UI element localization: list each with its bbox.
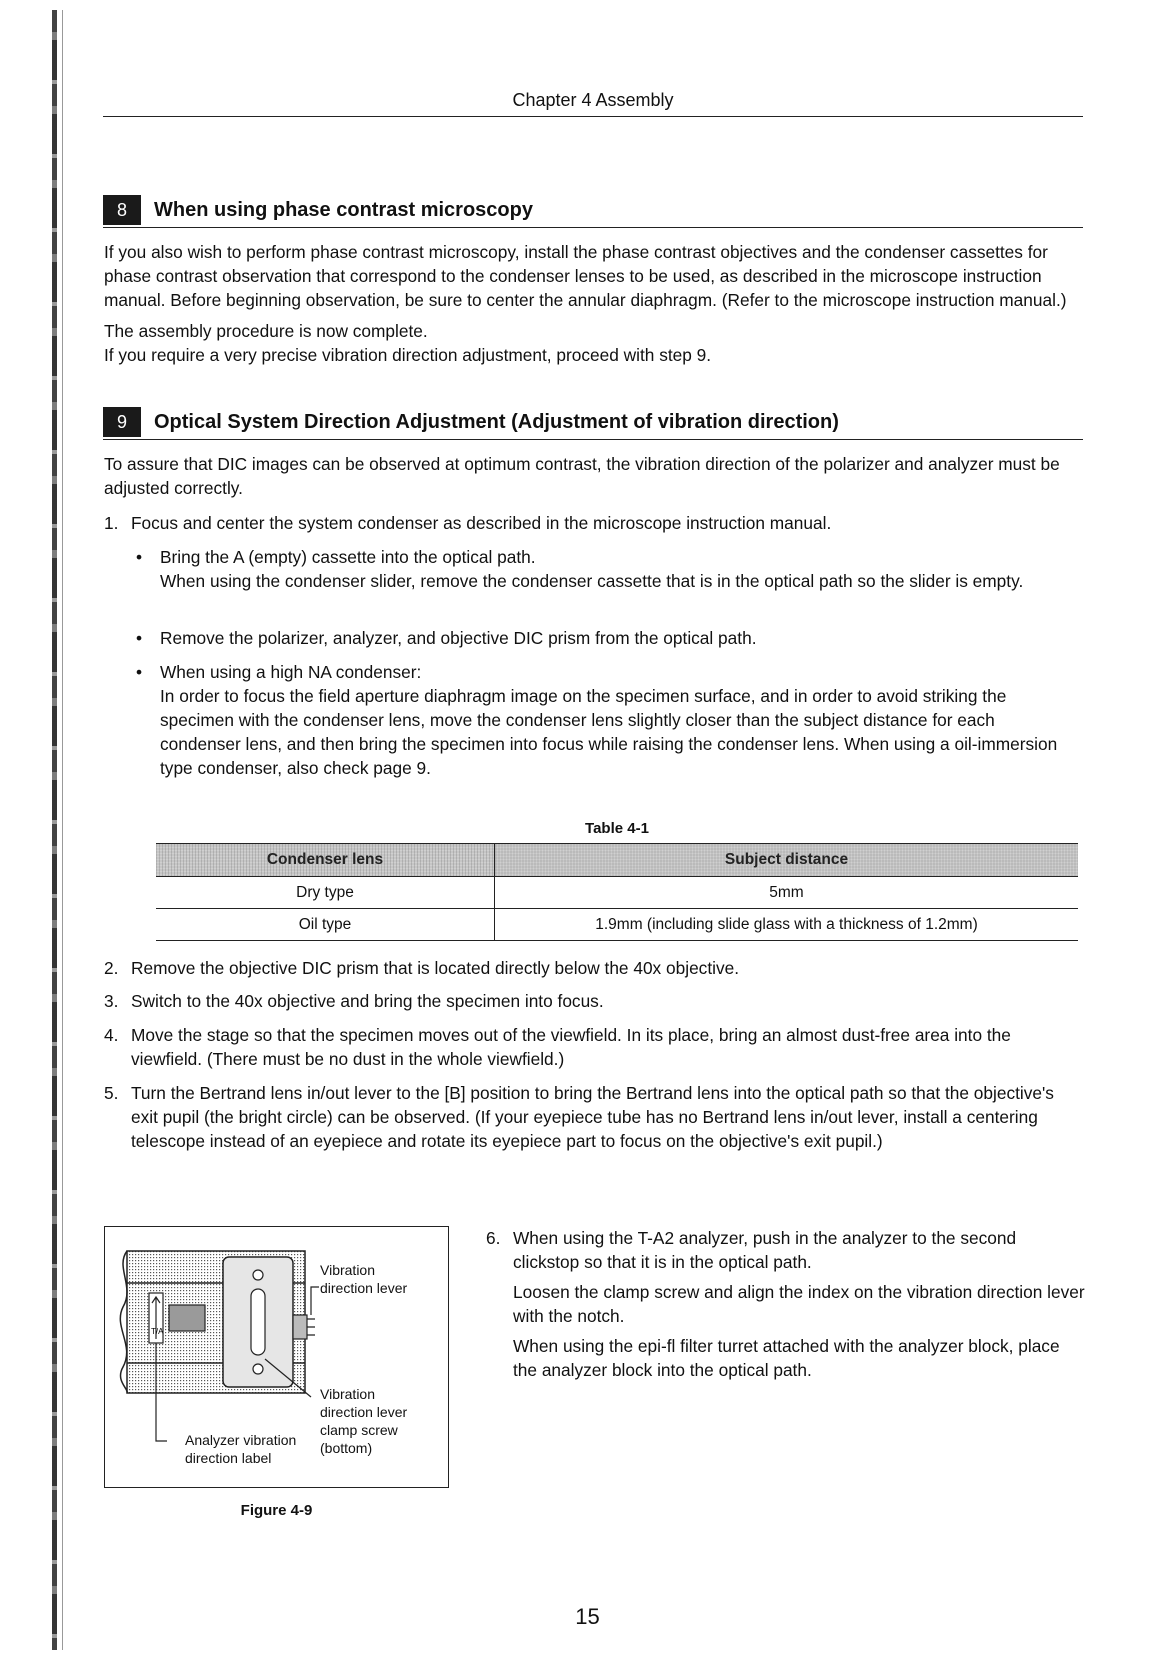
table-cell: 5mm [495,877,1079,909]
fig-label-line: direction lever [320,1280,408,1296]
bullet-item [136,626,1076,650]
section-8-paragraph: If you require a very precise vibration direction adjustment, proceed with step 9. [104,345,712,365]
step-text: Loosen the clamp screw and align the index on the vibration direction lever with the notch. [513,1282,1085,1326]
table-header-row [156,844,1078,877]
step-number: 4. [104,1025,119,1045]
step-5 [104,1081,1079,1153]
figure-caption: Figure 4-9 [240,1502,313,1519]
table-header-cell: Subject distance [495,844,1079,877]
step-number: 5. [104,1083,119,1103]
step-text: When using the T-A2 analyzer, push in the analyzer to the second clickstop so that it is in the optical path. [513,1228,1017,1272]
step-text: Switch to the 40x objective and bring the specimen into focus. [131,991,604,1011]
section-9-heading [103,405,1083,440]
step-number: 3. [104,991,119,1011]
bullet-dot: • [136,628,143,648]
page-header [103,86,1083,117]
fig-label-line: direction label [185,1450,272,1466]
bullet-text: Remove the polarizer, analyzer, and objective DIC prism from the optical path. [160,628,757,648]
bullet-subtext: When using the condenser slider, remove the condenser cassette that is in the optical path so the slider is empty. [160,571,1024,591]
fig-label-line: clamp screw [320,1422,398,1438]
table-cell: 1.9mm (including slide glass with a thickness of 1.2mm) [495,909,1079,941]
step-number: 1. [104,513,119,533]
step-text: When using the epi-fl filter turret attached with the analyzer block, place the analyzer block into the optical path. [513,1336,1060,1380]
step-text: Remove the objective DIC prism that is located directly below the 40x objective. [131,958,740,978]
step-1 [104,511,1079,535]
bullet-subtext: In order to focus the field aperture diaphragm image on the specimen surface, and in order to avoid striking the specimen with the condenser lens, move the condenser lens slightly closer than the subject distance for each condenser lens, and then bring the specimen into focus while raising the condenser lens. When using a oil-immersion type condenser, also check page 9. [160,686,1058,778]
step-number: 2. [104,958,119,978]
step-3 [104,989,1079,1013]
subject-distance-table [156,843,1078,941]
section-9-number: 9 [103,407,141,437]
bullet-item [136,660,1076,780]
bullet-item [136,545,1076,593]
section-8-title: When using phase contrast microscopy [154,198,533,221]
bullet-text: Bring the A (empty) cassette into the optical path. [160,547,536,567]
fig-label-clamp-screw [320,1385,407,1457]
figure-4-9 [104,1226,449,1488]
fig-label-direction-label [185,1431,296,1467]
section-9-intro [104,452,1079,507]
bullet-dot: • [136,662,143,682]
section-8-body [104,240,1079,367]
fig-label-line: Vibration [320,1386,376,1402]
section-9-title: Optical System Direction Adjustment (Adjustment of vibration direction) [154,410,839,433]
step-text: Turn the Bertrand lens in/out lever to the [B] position to bring the Bertrand lens into the optical path so that the objective's exit pupil (the bright circle) can be observed. (If your eyepiece tube has no Bertrand lens in/out lever, install a centering telescope instead of an eyepiece and rotate its eyepiece part to focus on the objective's exit pupil.) [131,1083,1054,1151]
table-row [156,909,1078,941]
table-row [156,877,1078,909]
page-number: 15 [575,1604,600,1629]
step-text: Move the stage so that the specimen moves out of the viewfield. In its place, bring an almost dust-free area into the viewfield. (There must be no dust in the whole viewfield.) [131,1025,1011,1069]
scan-edge [52,10,57,1650]
step-4 [104,1023,1079,1071]
section-8-paragraph: If you also wish to perform phase contrast microscopy, install the phase contrast objectives and the condenser cassettes for phase contrast observation that correspond to the condenser lenses to be used, as described in the microscope instruction manual. Before beginning observation, be sure to center the annular diaphragm. (Refer to the microscope instruction manual.) [104,242,1067,310]
fig-label-vibration-lever [320,1261,407,1297]
section-9-intro-text: To assure that DIC images can be observed at optimum contrast, the vibration direction of the polarizer and analyzer must be adjusted correctly. [104,454,1060,498]
step-number: 6. [486,1228,501,1248]
table-caption: Table 4-1 [585,820,649,837]
bullet-dot: • [136,547,143,567]
fig-label-line: Analyzer vibration [185,1432,297,1448]
table-cell: Oil type [156,909,495,941]
fig-label-line: direction lever [320,1404,408,1420]
step-text: Focus and center the system condenser as described in the microscope instruction manual. [131,513,832,533]
fig-inner-mark: T/A [151,1327,164,1336]
section-8-paragraph: The assembly procedure is now complete. [104,321,428,341]
bullet-text: When using a high NA condenser: [160,662,422,682]
chapter-title: Chapter 4 Assembly [512,90,674,110]
table-cell: Dry type [156,877,495,909]
section-8-number: 8 [103,195,141,225]
fig-label-line: (bottom) [320,1440,373,1456]
step-6 [486,1226,1086,1388]
table-header-cell: Condenser lens [156,844,495,877]
fig-label-line: Vibration [320,1262,376,1278]
scan-edge-line [62,10,63,1650]
step-2 [104,956,1079,980]
section-8-heading [103,193,1083,228]
